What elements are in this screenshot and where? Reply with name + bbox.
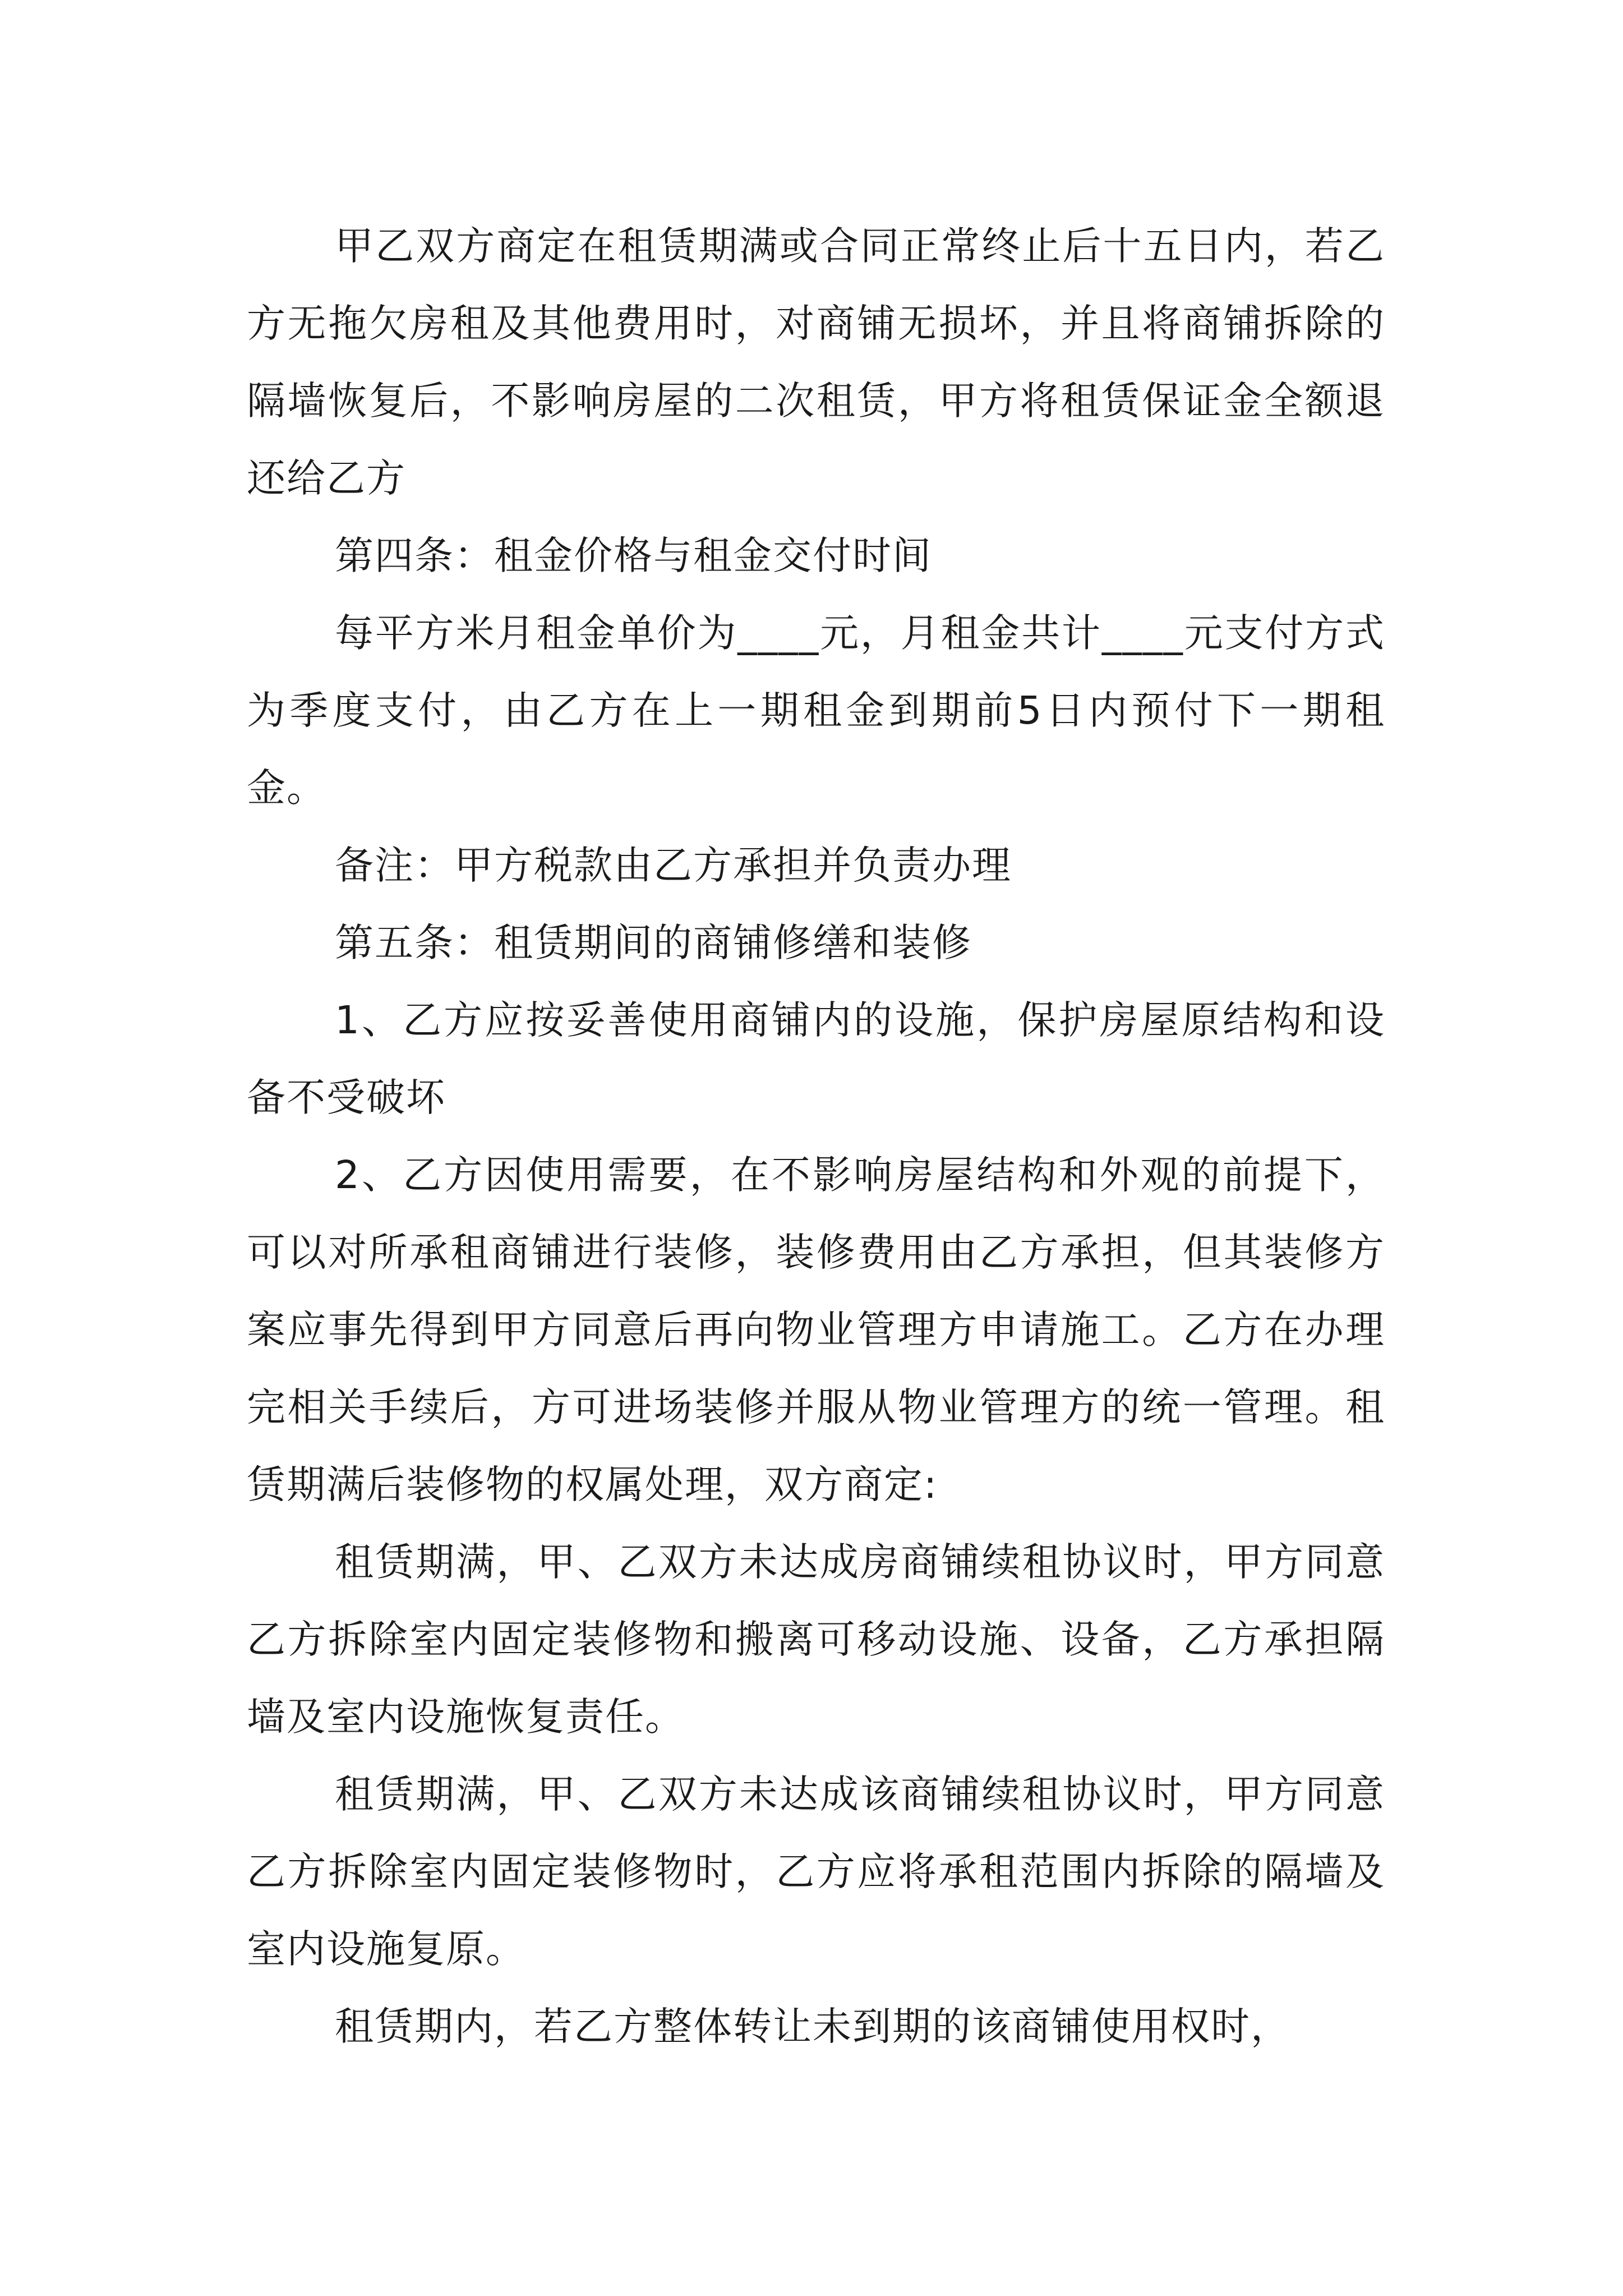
paragraph-clause-2: 2、乙方因使用需要，在不影响房屋结构和外观的前提下，可以对所承租商铺进行装修，装修费用由乙方承担，但其装修方案应事先得到甲方同意后再向物业管理方申请施工。乙方在办理完相关手续后，方可进场装修并服从物业管理方的统一管理。租赁期满后装修物的权属处理，双方商定: (247, 1153, 1385, 1507)
paragraph-tax-note: 备注：甲方税款由乙方承担并负责办理 (335, 843, 1012, 888)
paragraph-deposit-refund: 甲乙双方商定在租赁期满或合同正常终止后十五日内，若乙方无拖欠房租及其他费用时，对商铺无损坏，并且将商铺拆除的隔墙恢复后，不影响房屋的二次租赁，甲方将租赁保证金全额退还给乙方 (247, 224, 1385, 501)
paragraph-lease-expiry-a: 租赁期满，甲、乙双方未达成房商铺续租协议时，甲方同意乙方拆除室内固定装修物和搬离可移动设施、设备，乙方承担隔墙及室内设施恢复责任。 (247, 1540, 1385, 1740)
paragraph-rent-price: 每平方米月租金单价为____元，月租金共计____元支付方式为季度支付，由乙方在上一期租金到期前5日内预付下一期租金。 (247, 611, 1385, 811)
paragraph-clause-1: 1、乙方应按妥善使用商铺内的设施，保护房屋原结构和设备不受破坏 (247, 998, 1385, 1120)
heading-article-five: 第五条：租赁期间的商铺修缮和装修 (335, 921, 972, 965)
document-body (247, 208, 1385, 2065)
paragraph-lease-expiry-b: 租赁期满，甲、乙双方未达成该商铺续租协议时，甲方同意乙方拆除室内固定装修物时，乙方应将承租范围内拆除的隔墙及室内设施复原。 (247, 1772, 1385, 1972)
paragraph-transfer: 租赁期内，若乙方整体转让未到期的该商铺使用权时， (335, 2004, 1290, 2049)
heading-article-four: 第四条：租金价格与租金交付时间 (335, 533, 932, 578)
